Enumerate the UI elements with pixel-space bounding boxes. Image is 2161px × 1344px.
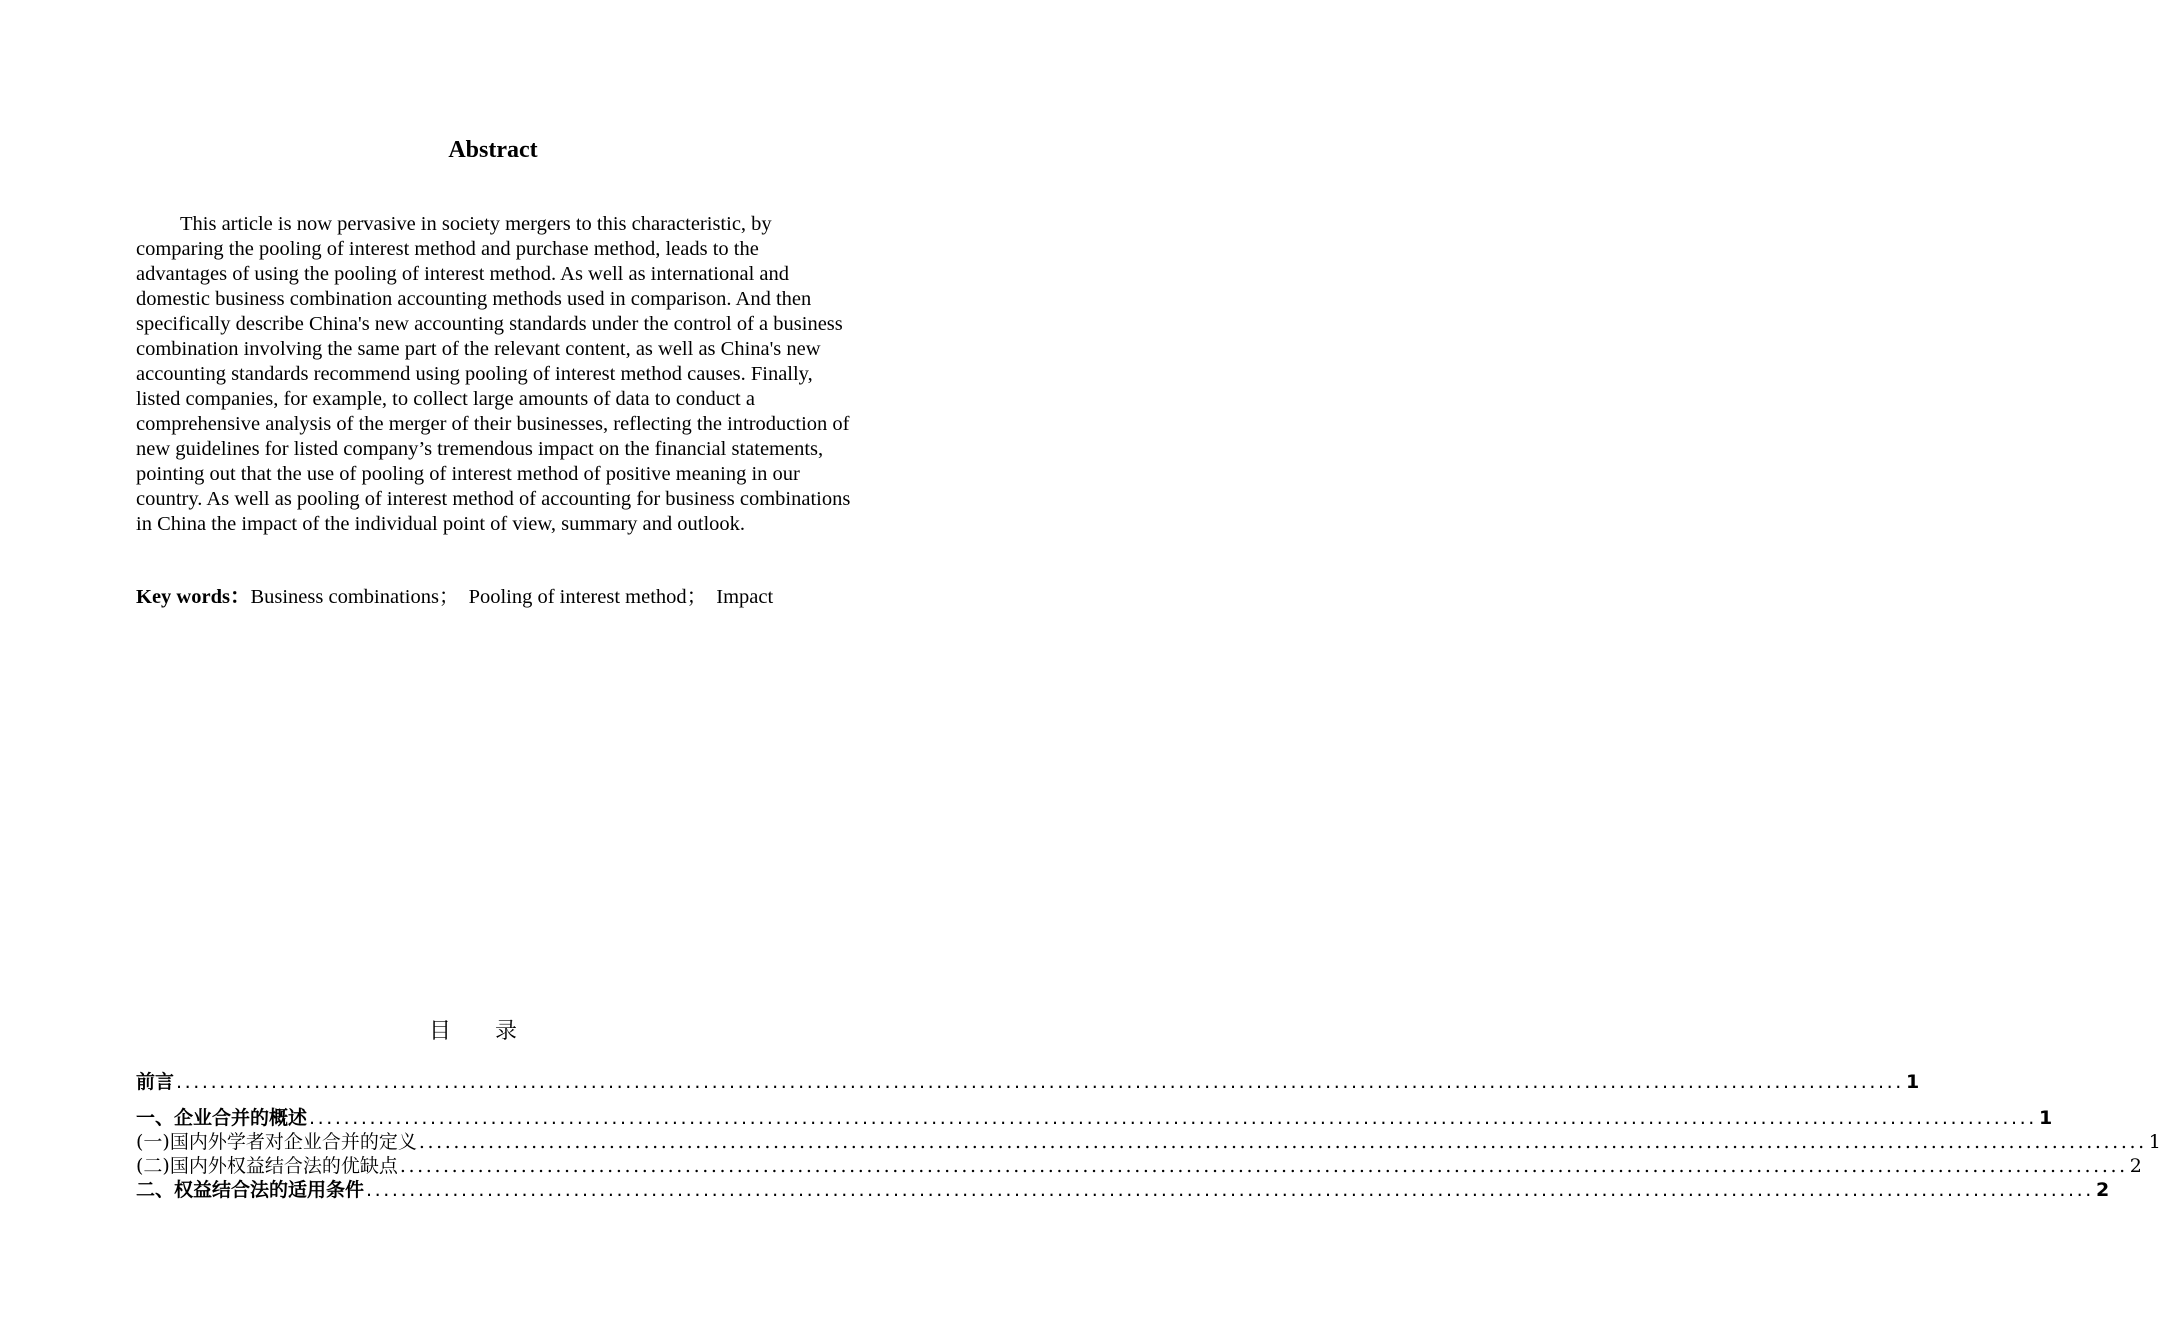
keyword-item: Pooling of interest method； (468, 586, 708, 608)
toc-dot-leader: ........................................................................................................................................................................................................ (176, 1071, 1904, 1093)
toc-entry-label: 一、企业合并的概述 (136, 1107, 308, 1129)
toc-entry[interactable] (136, 1130, 2161, 1154)
toc-entry[interactable] (136, 1178, 2110, 1202)
abstract-body: This article is now pervasive in society mergers to this characteristic, by comparing the pooling of interest method and purchase method, leads to the advantages of using the pooling of interest method. As well as international and domestic business combination accounting methods used in comparison. And then specifically describe China's new accounting standards under the control of a business combination involving the same part of the relevant content, as well as China's new accounting standards recommend using pooling of interest method causes. Finally, listed companies, for example, to collect large amounts of data to conduct a comprehensive analysis of the merger of their businesses, reflecting the introduction of new guidelines for listed company’s tremendous impact on the financial statements, pointing out that the use of pooling of interest method of positive meaning in our country. As well as pooling of interest method of accounting for business combinations in China the impact of the individual point of view, summary and outlook. (136, 213, 851, 535)
toc-dot-leader: ........................................................................................................................................................................................................ (366, 1179, 2094, 1201)
toc-dot-leader: ........................................................................................................................................................................................................ (309, 1107, 2037, 1129)
toc-entry-page: 2 (2095, 1179, 2110, 1201)
toc-list (136, 1070, 2161, 1202)
toc-entry-page: 2 (2129, 1155, 2142, 1177)
keywords-label: Key words： (136, 586, 251, 608)
toc-entry-page: 1 (2148, 1131, 2161, 1153)
abstract-title: Abstract (448, 137, 538, 163)
toc-entry-label: 二、权益结合法的适用条件 (136, 1179, 365, 1201)
toc-entry-label: 前言 (136, 1071, 175, 1093)
keywords-line (136, 585, 852, 610)
toc-entry-page: 1 (1905, 1071, 1920, 1093)
toc-dot-leader: ........................................................................................................................................................................................................ (399, 1155, 2128, 1177)
toc-dot-leader: ........................................................................................................................................................................................................ (418, 1131, 2147, 1153)
toc-entry-page: 1 (2038, 1107, 2053, 1129)
toc-entry[interactable] (136, 1106, 2053, 1130)
toc-title: 目录 (428, 1019, 561, 1044)
toc-entry-label: (一)国内外学者对企业合并的定义 (136, 1131, 417, 1153)
keyword-item: Business combinations； (250, 586, 460, 608)
toc-entry-label: (二)国内外权益结合法的优缺点 (136, 1155, 398, 1177)
keyword-item: Impact (716, 586, 774, 608)
toc-entry[interactable] (136, 1070, 1920, 1094)
toc-entry[interactable] (136, 1154, 2142, 1178)
